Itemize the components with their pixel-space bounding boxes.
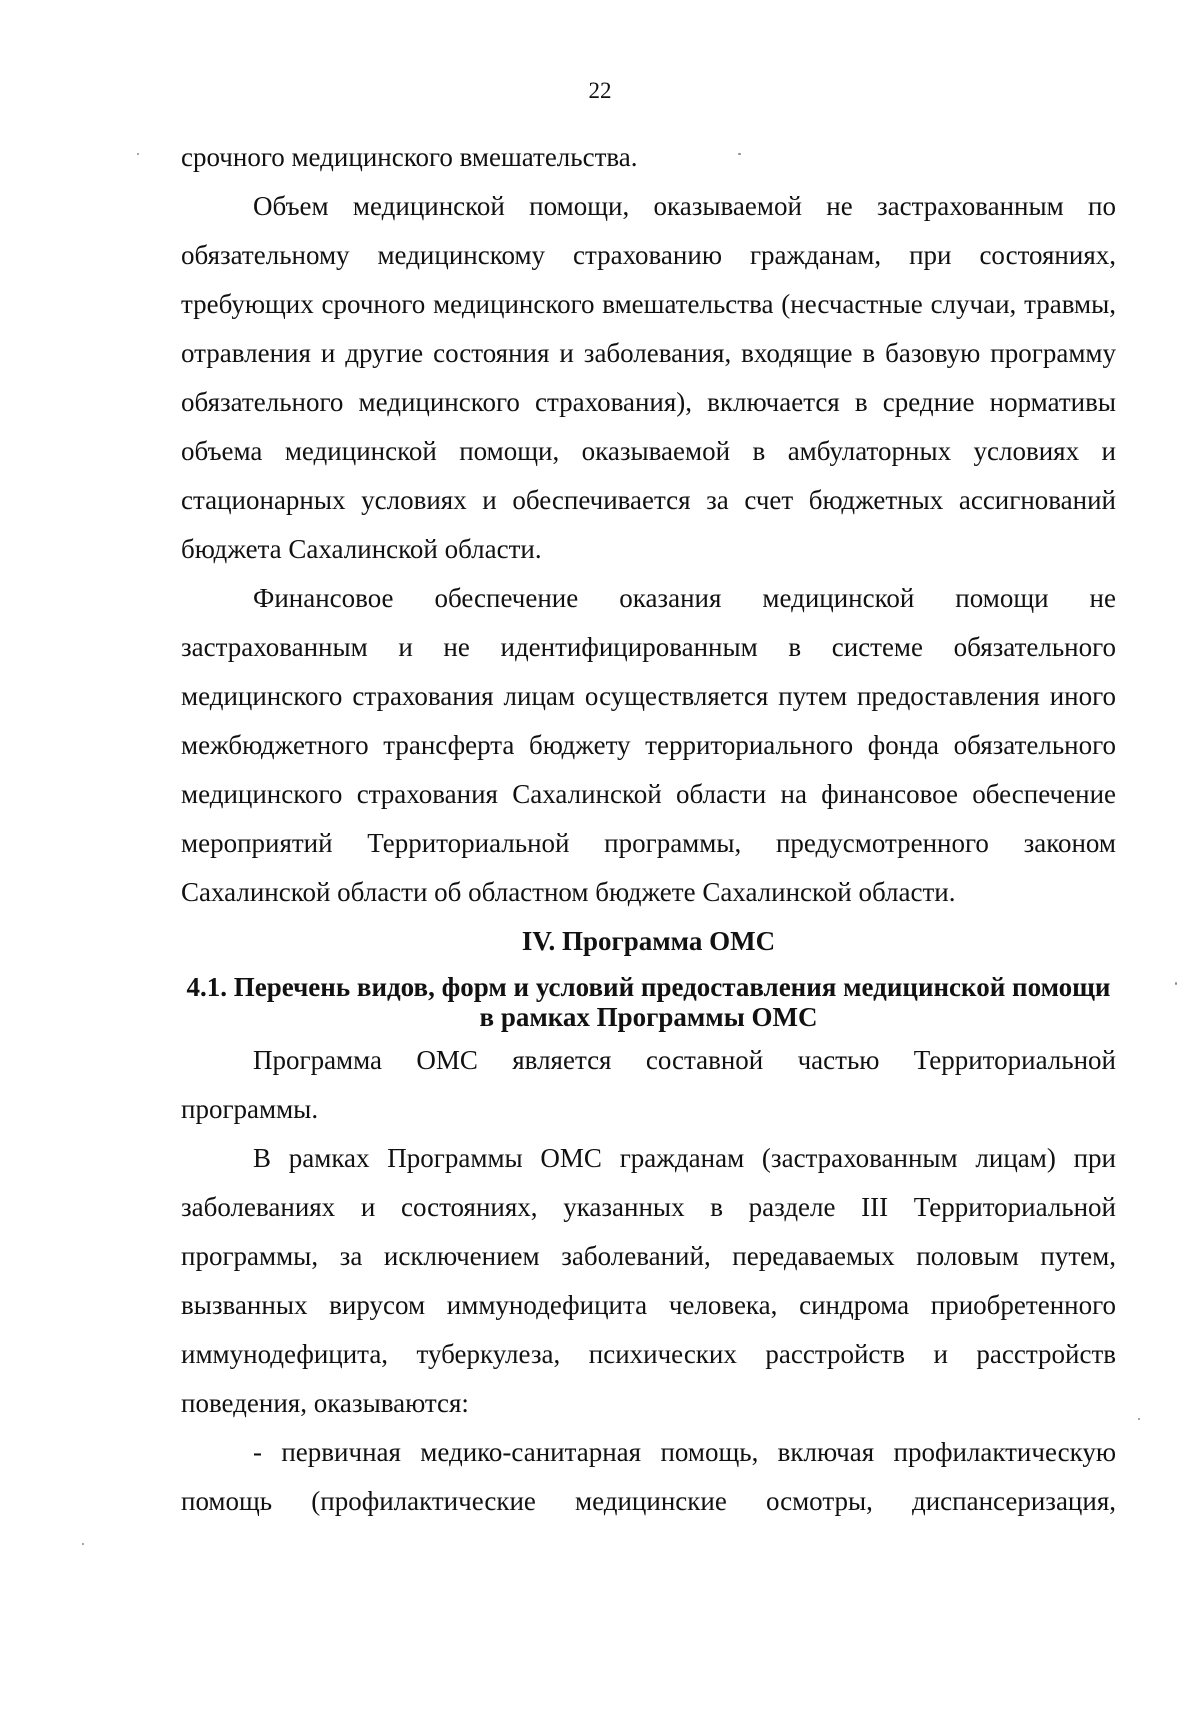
scan-speck — [1175, 982, 1177, 985]
paragraph-program-scope: В рамках Программы ОМС гражданам (застрахованным лицам) при заболеваниях и состояниях, указанных в разделе III Территориальной программы, за исключением заболеваний, передаваемых половым путем, вызванных вирусом иммунодефицита человека, синдрома приобретенного иммунодефицита, туберкулеза, психических расстройств и расстройств поведения, оказываются: — [181, 1143, 1116, 1418]
subsection-title: 4.1. Перечень видов, форм и условий предоставления медицинской помощи в рамках Программы ОМС — [186, 972, 1111, 1032]
scan-speck — [137, 153, 139, 155]
paragraph-continuation: срочного медицинского вмешательства. — [181, 142, 638, 172]
paragraph-uninsured-volume: Объем медицинской помощи, оказываемой не застрахованным по обязательному медицинскому страхованию гражданам, при состояниях, требующих срочного медицинского вмешательства (несчастные случаи, травмы, отравления и другие состояния и заболевания, входящие в базовую программу обязательного медицинского страхования), включается в средние нормативы объема медицинской помощи, оказываемой в амбулаторных условиях и стационарных условиях и обеспечивается за счет бюджетных ассигнований бюджета Сахалинской области. — [181, 191, 1116, 564]
paragraph-financing: Финансовое обеспечение оказания медицинской помощи не застрахованным и не идентифицированным в системе обязательного медицинского страхования лицам осуществляется путем предоставления иного межбюджетного трансферта бюджету территориального фонда обязательного медицинского страхования Сахалинской области на финансовое обеспечение мероприятий Территориальной программы, предусмотренного законом Сахалинской области об областном бюджете Сахалинской области. — [181, 583, 1116, 907]
section-title: IV. Программа ОМС — [521, 926, 776, 956]
list-item-primary-care: - первичная медико-санитарная помощь, включая профилактическую помощь (профилактические медицинские осмотры, диспансеризация, — [181, 1437, 1116, 1516]
page-number: 22 — [588, 78, 612, 103]
scan-speck — [738, 153, 741, 155]
scan-speck — [82, 1543, 84, 1545]
scan-speck — [1138, 1418, 1140, 1420]
paragraph-program-part: Программа ОМС является составной частью Территориальной программы. — [181, 1045, 1116, 1124]
document-body — [181, 133, 1116, 1526]
